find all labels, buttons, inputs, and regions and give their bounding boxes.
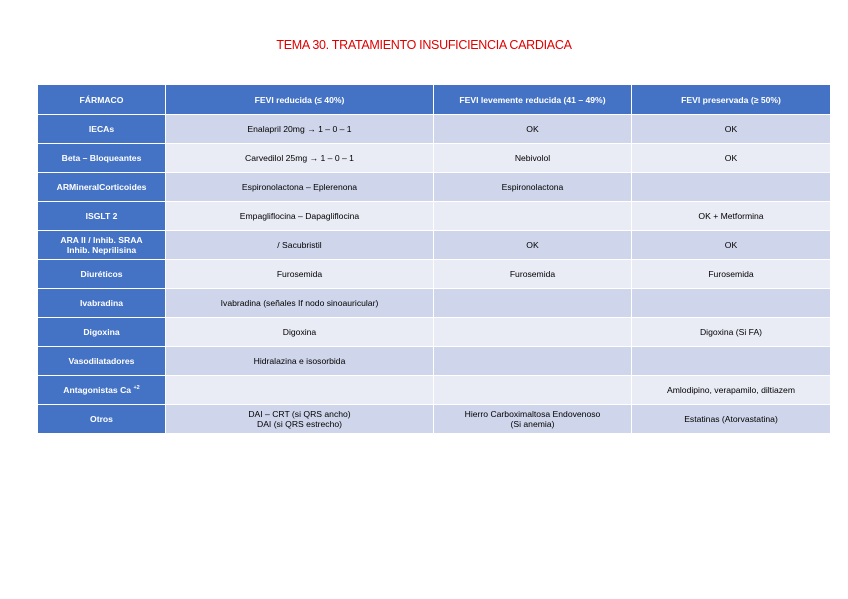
table-row [38,260,831,289]
cell-reducida: / Sacubristil [166,231,434,260]
cell-reducida: Furosemida [166,260,434,289]
row-drug-line-1: ARA II / Inhib. SRAA [60,235,143,245]
table-row [38,202,831,231]
cell-reducida: Hidralazina e isosorbida [166,347,434,376]
header-fevi-preservada: FEVI preservada (≥ 50%) [632,85,831,115]
cell-preservada: Furosemida [632,260,831,289]
cell-levemente: Furosemida [434,260,632,289]
cell-preservada: OK [632,115,831,144]
table-row [38,173,831,202]
cell-preservada [632,289,831,318]
table-row [38,144,831,173]
cell-reducida [166,405,434,434]
cell-reducida: Enalapril 20mg → 1 – 0 – 1 [166,115,434,144]
table-row [38,318,831,347]
cell-preservada: OK [632,144,831,173]
treatment-table [37,84,831,434]
table-row [38,376,831,405]
cell-reducida [166,376,434,405]
cell-preservada: Digoxina (Si FA) [632,318,831,347]
row-drug: Digoxina [38,318,166,347]
cell-preservada [632,347,831,376]
row-drug: ISGLT 2 [38,202,166,231]
cell-line-2: DAI (si QRS estrecho) [256,419,342,429]
table-row [38,289,831,318]
table-row [38,405,831,434]
header-fevi-levemente-reducida: FEVI levemente reducida (41 – 49%) [434,85,632,115]
row-drug: Ivabradina [38,289,166,318]
row-drug-line-2: Inhib. Neprilisina [66,245,137,255]
cell-preservada [632,173,831,202]
cell-reducida: Digoxina [166,318,434,347]
cell-preservada: OK + Metformina [632,202,831,231]
table-row [38,231,831,260]
row-drug [38,376,166,405]
cell-levemente [434,376,632,405]
cell-reducida: Carvedilol 25mg → 1 – 0 – 1 [166,144,434,173]
row-drug: Vasodilatadores [38,347,166,376]
cell-line-2: (Si anemia) [510,419,555,429]
cell-levemente: OK [434,115,632,144]
cell-reducida: Ivabradina (señales If nodo sinoauricular) [166,289,434,318]
header-fevi-reducida: FEVI reducida (≤ 40%) [166,85,434,115]
cell-levemente [434,202,632,231]
cell-reducida: Empagliflocina – Dapagliflocina [166,202,434,231]
row-drug [38,231,166,260]
cell-levemente [434,347,632,376]
table-header-row [38,85,831,115]
row-drug-label: Antagonistas Ca [63,385,132,395]
header-farmaco: FÁRMACO [38,85,166,115]
table-row [38,115,831,144]
page-title: TEMA 30. TRATAMIENTO INSUFICIENCIA CARDIACA [276,38,572,52]
row-drug: Diuréticos [38,260,166,289]
cell-reducida: Espironolactona – Eplerenona [166,173,434,202]
cell-line-1: Hierro Carboximaltosa Endovenoso [464,409,601,419]
cell-levemente [434,405,632,434]
cell-levemente [434,318,632,347]
row-drug: Beta – Bloqueantes [38,144,166,173]
cell-levemente [434,289,632,318]
cell-line-1: DAI – CRT (si QRS ancho) [248,409,351,419]
row-drug: ARMineralCorticoides [38,173,166,202]
row-drug-superscript: +2 [133,385,140,392]
cell-levemente: Nebivolol [434,144,632,173]
cell-levemente: Espironolactona [434,173,632,202]
cell-preservada: Amlodipino, verapamilo, diltiazem [632,376,831,405]
cell-preservada: OK [632,231,831,260]
row-drug: Otros [38,405,166,434]
cell-levemente: OK [434,231,632,260]
row-drug: IECAs [38,115,166,144]
cell-preservada: Estatinas (Atorvastatina) [632,405,831,434]
table-row [38,347,831,376]
